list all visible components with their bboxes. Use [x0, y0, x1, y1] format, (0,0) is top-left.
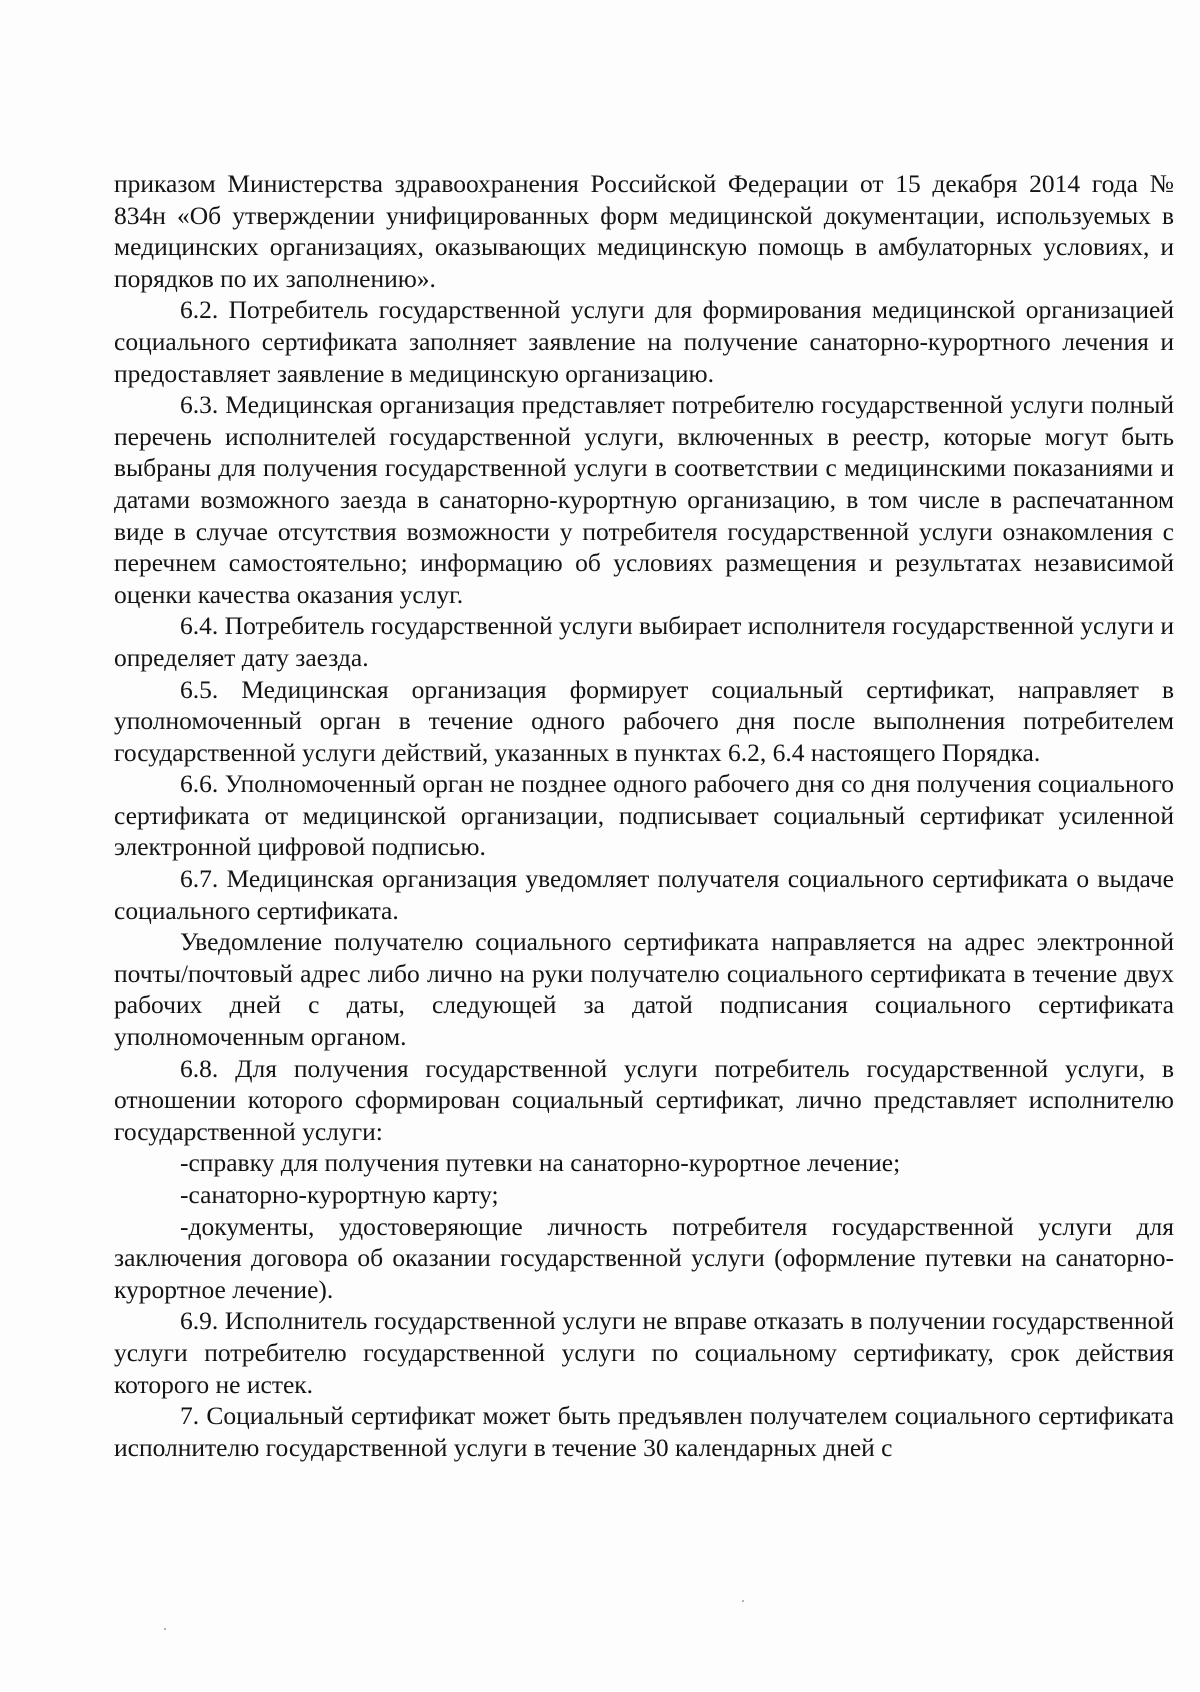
paragraph-6-7: 6.7. Медицинская организация уведомляет получателя социального сертификата о выдаче социального сертификата. [114, 864, 1174, 925]
scan-speck [742, 1600, 744, 1602]
list-item-identity-documents: -документы, удостоверяющие личность потребителя государственной услуги для заключения договора об оказании государственной услуги (оформление путевки на санаторно-курортное лечение). [114, 1211, 1174, 1304]
paragraph-6-8: 6.8. Для получения государственной услуги потребитель государственной услуги, в отношении которого сформирован социальный сертификат, лично представляет исполнителю государственной услуги: [114, 1053, 1174, 1146]
list-item-referral: -справку для получения путевки на санаторно-курортное лечение; [180, 1148, 901, 1178]
scan-speck [164, 1628, 166, 1630]
paragraph-6-2: 6.2. Потребитель государственной услуги для формирования медицинской организацией социального сертификата заполняет заявление на получение санаторно-курортного лечения и предоставляет заявление в медицинскую организацию. [114, 295, 1174, 388]
paragraph-order-reference: приказом Министерства здравоохранения Российской Федерации от 15 декабря 2014 года № 834н «Об утверждении унифицированных форм медицинской документации, используемых в медицинских организациях, оказывающих медицинскую помощь в амбулаторных условиях, и порядков по их заполнению». [114, 169, 1174, 293]
list-item-resort-card: -санаторно-курортную карту; [180, 1180, 499, 1209]
paragraph-6-9: 6.9. Исполнитель государственной услуги не вправе отказать в получении государственной услуги потребителю государственной услуги по социальному сертификату, срок действия которого не истек. [114, 1306, 1174, 1399]
document-body [114, 168, 1174, 1463]
paragraph-6-4: 6.4. Потребитель государственной услуги выбирает исполнителя государственной услуги и определяет дату заезда. [114, 611, 1174, 672]
paragraph-7: 7. Социальный сертификат может быть предъявлен получателем социального сертификата исполнителю государственной услуги в течение 30 календарных дней с [114, 1401, 1174, 1462]
paragraph-6-3: 6.3. Медицинская организация представляет потребителю государственной услуги полный перечень исполнителей государственной услуги, включенных в реестр, которые могут быть выбраны для получения государственной услуги в соответствии с медицинскими показаниями и датами возможного заезда в санаторно-курортную организацию, в том числе в распечатанном виде в случае отсутствия возможности у потребителя государственной услуги ознакомления с перечнем самостоятельно; информацию об условиях размещения и результатах независимой оценки качества оказания услуг. [114, 390, 1174, 609]
paragraph-notification: Уведомление получателю социального сертификата направляется на адрес электронной почты/почтовый адрес либо лично на руки получателю социального сертификата в течение двух рабочих дней с даты, следующей за датой подписания социального сертификата уполномоченным органом. [114, 927, 1174, 1052]
paragraph-6-5: 6.5. Медицинская организация формирует социальный сертификат, направляет в уполномоченный орган в течение одного рабочего дня после выполнения потребителем государственной услуги действий, указанных в пунктах 6.2, 6.4 настоящего Порядка. [114, 674, 1174, 767]
paragraph-6-6: 6.6. Уполномоченный орган не позднее одного рабочего дня со дня получения социального сертификата от медицинской организации, подписывает социальный сертификат усиленной электронной цифровой подписью. [114, 769, 1174, 862]
